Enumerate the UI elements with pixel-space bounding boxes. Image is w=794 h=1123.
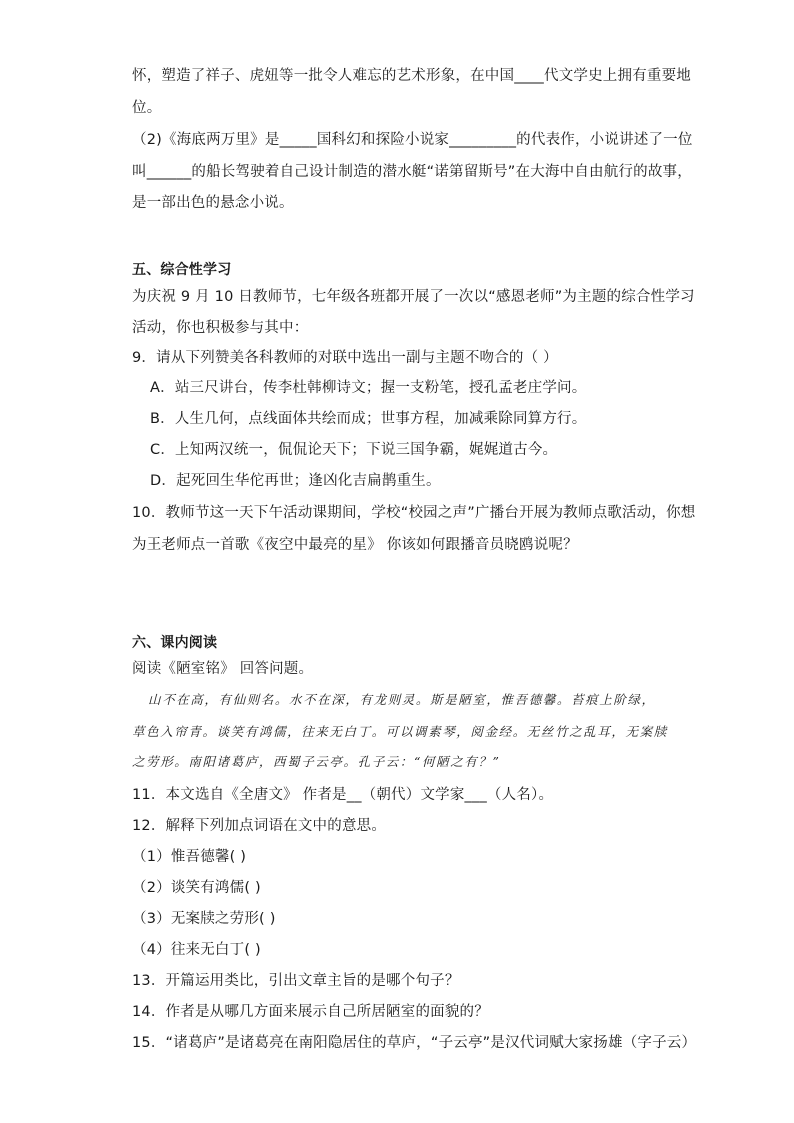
sub-question: （2）谈笑有鸿儒( ) xyxy=(132,880,261,896)
section-intro: 阅读《陋室铭》 回答问题。 xyxy=(132,661,314,677)
paragraph-line: 叫______的船长驾驶着自己设计制造的潜水艇“诺第留斯号”在大海中自由航行的故事， xyxy=(132,164,692,180)
paragraph-line: 怀，塑造了祥子、虎妞等一批令人难忘的艺术形象，在中国____代文学史上拥有重要地 xyxy=(132,68,691,84)
question-11: 11．本文选自《全唐文》 作者是__（朝代）文学家___（人名）。 xyxy=(132,787,554,803)
question-15: 15．“诸葛庐”是诸葛亮在南阳隐居住的草庐，“子云亭”是汉代词赋大家扬雄（字子云） xyxy=(132,1035,697,1051)
classical-text-line: 山不在高，有仙则名。水不在深，有龙则灵。斯是陋室，惟吾德馨。苔痕上阶绿， xyxy=(148,692,656,707)
classical-text-line: 之劳形。南阳诸葛庐，西蜀子云亭。孔子云：“何陋之有？” xyxy=(132,754,501,769)
question-10-cont: 为王老师点一首歌《夜空中最亮的星》 你该如何跟播音员晓鸥说呢？ xyxy=(132,537,578,553)
sub-question: （3）无案牍之劳形( ) xyxy=(132,911,276,927)
paragraph-line: 位。 xyxy=(132,100,162,116)
section-intro: 为庆祝 9 月 10 日教师节，七年级各班都开展了一次以“感恩老师”为主题的综合性学习 xyxy=(132,289,695,305)
sub-question: （4）往来无白丁( ) xyxy=(132,942,261,958)
option-b: B．人生几何，点线面体共绘而成；世事方程，加减乘除同算方行。 xyxy=(150,411,587,427)
question-12: 12．解释下列加点词语在文中的意思。 xyxy=(132,818,387,834)
section-heading-6: 六、课内阅读 xyxy=(132,635,218,651)
classical-text-line: 草色入帘青。谈笑有鸿儒，往来无白丁。可以调素琴，阅金经。无丝竹之乱耳，无案牍 xyxy=(132,724,668,739)
question-14: 14．作者是从哪几方面来展示自己所居陋室的面貌的？ xyxy=(132,1004,489,1020)
option-d: D．起死回生华佗再世；逢凶化吉扁鹊重生。 xyxy=(150,473,441,489)
section-heading-5: 五、综合性学习 xyxy=(132,262,232,278)
option-a: A．站三尺讲台，传李杜韩柳诗文；握一支粉笔，授孔孟老庄学问。 xyxy=(150,380,587,396)
question-2-line: （2)《海底两万里》是_____国科幻和探险小说家_________的代表作，小说讲述了一位 xyxy=(132,132,693,148)
question-13: 13．开篇运用类比，引出文章主旨的是哪个句子？ xyxy=(132,973,460,989)
sub-question: （1）惟吾德馨( ) xyxy=(132,849,247,865)
option-c: C．上知两汉统一，侃侃论天下；下说三国争霸，娓娓道古今。 xyxy=(150,442,558,458)
section-intro: 活动，你也积极参与其中： xyxy=(132,320,309,336)
question-9: 9．请从下列赞美各科教师的对联中选出一副与主题不吻合的（ ） xyxy=(132,350,558,366)
question-10: 10．教师节这一天下午活动课期间，学校“校园之声”广播台开展为教师点歌活动，你想 xyxy=(132,505,696,521)
paragraph-line: 是一部出色的悬念小说。 xyxy=(132,195,294,211)
